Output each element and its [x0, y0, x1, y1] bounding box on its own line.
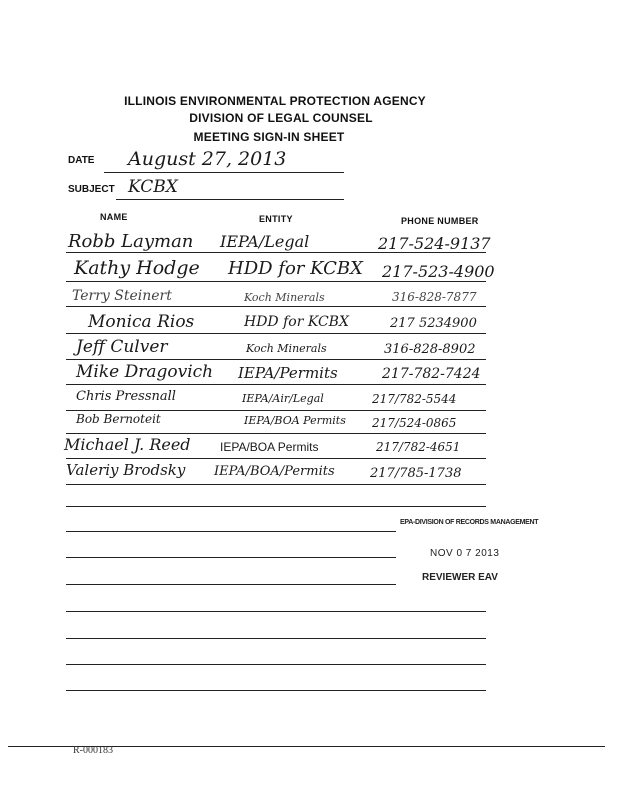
row-name: Robb Layman	[68, 231, 194, 252]
row-line	[66, 333, 486, 334]
blank-row-line	[66, 690, 486, 691]
blank-row-line	[66, 531, 396, 532]
column-header-phone: PHONE NUMBER	[401, 216, 479, 226]
subject-label: SUBJECT	[68, 184, 115, 195]
row-name: Monica Rios	[88, 312, 195, 332]
row-name: Mike Dragovich	[76, 362, 214, 382]
date-value: August 27, 2013	[128, 148, 287, 170]
row-entity: IEPA/Legal	[220, 232, 310, 251]
row-phone: 217/524-0865	[372, 416, 457, 430]
row-line	[66, 433, 486, 434]
row-phone: 217/785-1738	[370, 466, 462, 481]
subject-underline	[116, 199, 344, 200]
blank-row-line	[66, 638, 486, 639]
row-phone: 217 5234900	[390, 316, 477, 331]
row-phone: 217-524-9137	[378, 234, 491, 253]
date-label: DATE	[68, 155, 95, 166]
sheet-title: MEETING SIGN-IN SHEET	[193, 130, 345, 144]
row-name: Valeriy Brodsky	[66, 461, 186, 479]
row-phone: 217/782-5544	[372, 392, 457, 406]
row-line	[66, 484, 486, 485]
row-entity: IEPA/BOA/Permits	[214, 464, 335, 479]
agency-title: ILLINOIS ENVIRONMENTAL PROTECTION AGENCY	[124, 94, 426, 108]
row-line	[66, 252, 486, 253]
row-entity: HDD for KCBX	[244, 314, 349, 330]
row-name: Terry Steinert	[72, 288, 172, 304]
stamp-date: NOV 0 7 2013	[430, 548, 500, 559]
row-name: Kathy Hodge	[74, 257, 200, 279]
row-phone: 217/782-4651	[376, 440, 461, 454]
row-name: Jeff Culver	[76, 337, 168, 357]
blank-row-line	[66, 557, 396, 558]
row-entity: IEPA/Air/Legal	[242, 392, 324, 405]
row-phone: 316-828-8902	[384, 342, 476, 357]
column-header-name: NAME	[100, 212, 128, 222]
blank-row-line	[66, 664, 486, 665]
row-line	[66, 359, 486, 360]
row-line	[66, 410, 486, 411]
row-phone: 217-782-7424	[382, 366, 481, 382]
row-line	[66, 306, 486, 307]
stamp-office: EPA-DIVISION OF RECORDS MANAGEMENT	[400, 519, 539, 526]
stamp-reviewer: REVIEWER EAV	[422, 572, 498, 583]
row-entity: IEPA/BOA Permits	[220, 440, 319, 454]
row-name: Chris Pressnall	[76, 389, 176, 404]
blank-row-line	[66, 611, 486, 612]
row-name: Michael J. Reed	[64, 435, 191, 454]
blank-row-line	[66, 506, 486, 507]
row-line	[66, 384, 486, 385]
row-entity: IEPA/BOA Permits	[244, 414, 346, 427]
subject-value: KCBX	[128, 177, 178, 197]
bates-number: R-000183	[73, 745, 113, 756]
row-phone: 217-523-4900	[382, 262, 495, 281]
row-name: Bob Bernoteit	[76, 412, 161, 426]
blank-row-line	[66, 584, 396, 585]
row-entity: Koch Minerals	[244, 291, 325, 304]
division-title: DIVISION OF LEGAL COUNSEL	[189, 111, 373, 125]
column-header-entity: ENTITY	[259, 214, 293, 224]
row-entity: Koch Minerals	[246, 342, 327, 355]
date-underline	[104, 172, 344, 173]
row-entity: IEPA/Permits	[238, 364, 338, 382]
row-entity: HDD for KCBX	[228, 258, 363, 279]
row-phone: 316-828-7877	[392, 290, 477, 304]
row-line	[66, 281, 486, 282]
row-line	[66, 458, 486, 459]
